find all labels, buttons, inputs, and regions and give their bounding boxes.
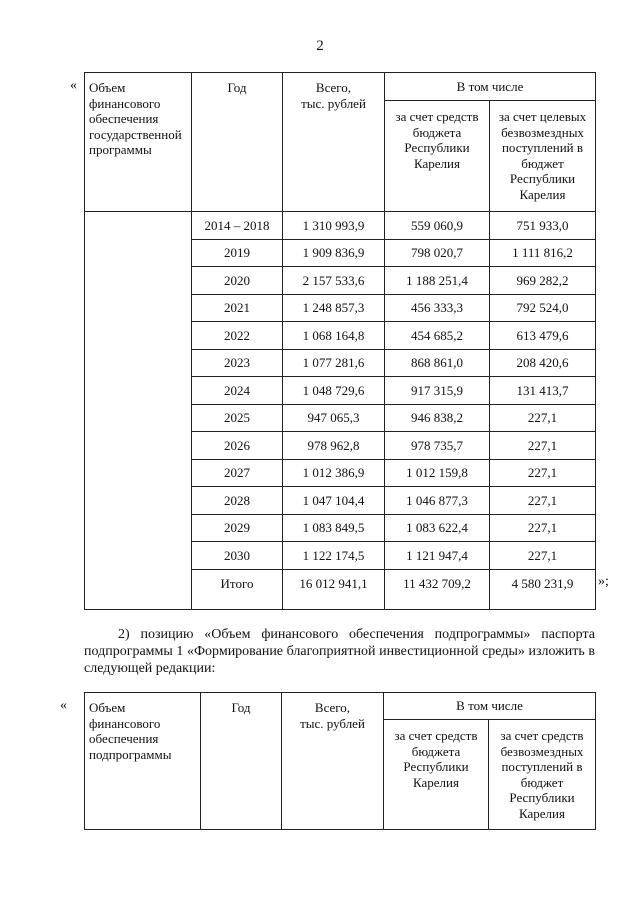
grants-cell: 792 524,0 — [490, 294, 596, 322]
funding-label-header: Объем финансового обеспечения подпрограммы — [85, 693, 201, 830]
year-header: Год — [201, 693, 282, 830]
year-cell: 2029 — [192, 514, 283, 542]
year-cell: 2021 — [192, 294, 283, 322]
total-cell: 2 157 533,6 — [283, 267, 385, 295]
amendment-text: 2) позицию «Объем финансового обеспечения подпрограммы» паспорта подпрограммы 1 «Формирование благоприятной инвестиционной среды» изложить в следующей редакции: — [84, 627, 595, 676]
grants-cell: 227,1 — [490, 459, 596, 487]
budget-cell: 454 685,2 — [385, 322, 490, 350]
including-header: В том числе — [385, 73, 596, 101]
amendment-paragraph — [84, 626, 595, 677]
grants-header: за счет средств безвозмездных поступлений в бюджет Республики Карелия — [489, 720, 596, 830]
open-quote-1: « — [70, 78, 77, 93]
budget-cell: 456 333,3 — [385, 294, 490, 322]
total-cell: 1 047 104,4 — [283, 487, 385, 515]
year-cell: 2024 — [192, 377, 283, 405]
total-cell: 1 077 281,6 — [283, 349, 385, 377]
year-cell: 2026 — [192, 432, 283, 460]
total-cell: 1 048 729,6 — [283, 377, 385, 405]
including-header: В том числе — [384, 693, 596, 720]
total-cell: 1 083 849,5 — [283, 514, 385, 542]
total-cell: 947 065,3 — [283, 404, 385, 432]
grants-cell: 227,1 — [490, 432, 596, 460]
year-cell: Итого — [192, 569, 283, 609]
grants-cell: 4 580 231,9 — [490, 569, 596, 609]
total-header: Всего, тыс. рублей — [283, 73, 385, 212]
subprogram-funding-table — [84, 692, 596, 830]
year-cell: 2014 – 2018 — [192, 212, 283, 240]
budget-cell: 1 083 622,4 — [385, 514, 490, 542]
page-number: 2 — [316, 38, 324, 54]
year-cell: 2025 — [192, 404, 283, 432]
grants-cell: 1 111 816,2 — [490, 239, 596, 267]
year-cell: 2023 — [192, 349, 283, 377]
budget-cell: 1 012 159,8 — [385, 459, 490, 487]
grants-header: за счет целевых безвозмездных поступлений в бюджет Республики Карелия — [490, 101, 596, 212]
total-cell: 16 012 941,1 — [283, 569, 385, 609]
total-cell: 1 248 857,3 — [283, 294, 385, 322]
open-quote-2: « — [60, 698, 67, 713]
budget-header: за счет средств бюджета Республики Карелия — [384, 720, 489, 830]
grants-cell: 227,1 — [490, 542, 596, 570]
budget-cell: 868 861,0 — [385, 349, 490, 377]
year-cell: 2030 — [192, 542, 283, 570]
total-header: Всего, тыс. рублей — [282, 693, 384, 830]
grants-cell: 227,1 — [490, 404, 596, 432]
close-quote-1: »; — [598, 574, 609, 589]
grants-cell: 969 282,2 — [490, 267, 596, 295]
grants-cell: 131 413,7 — [490, 377, 596, 405]
budget-cell: 978 735,7 — [385, 432, 490, 460]
budget-cell: 1 046 877,3 — [385, 487, 490, 515]
empty-label-cell — [85, 212, 192, 610]
total-cell: 1 310 993,9 — [283, 212, 385, 240]
total-cell: 1 012 386,9 — [283, 459, 385, 487]
year-cell: 2022 — [192, 322, 283, 350]
total-cell: 1 909 836,9 — [283, 239, 385, 267]
budget-cell: 798 020,7 — [385, 239, 490, 267]
table-row — [85, 212, 596, 240]
year-cell: 2028 — [192, 487, 283, 515]
program-funding-table — [84, 72, 596, 610]
year-cell: 2027 — [192, 459, 283, 487]
year-cell: 2020 — [192, 267, 283, 295]
funding-label-header: Объем финансового обеспечения государственной программы — [85, 73, 192, 212]
total-cell: 978 962,8 — [283, 432, 385, 460]
budget-cell: 1 121 947,4 — [385, 542, 490, 570]
budget-cell: 946 838,2 — [385, 404, 490, 432]
budget-cell: 1 188 251,4 — [385, 267, 490, 295]
budget-header: за счет средств бюджета Республики Карелия — [385, 101, 490, 212]
year-cell: 2019 — [192, 239, 283, 267]
budget-cell: 917 315,9 — [385, 377, 490, 405]
grants-cell: 208 420,6 — [490, 349, 596, 377]
budget-cell: 559 060,9 — [385, 212, 490, 240]
grants-cell: 227,1 — [490, 487, 596, 515]
grants-cell: 613 479,6 — [490, 322, 596, 350]
total-cell: 1 122 174,5 — [283, 542, 385, 570]
total-cell: 1 068 164,8 — [283, 322, 385, 350]
grants-cell: 227,1 — [490, 514, 596, 542]
budget-cell: 11 432 709,2 — [385, 569, 490, 609]
grants-cell: 751 933,0 — [490, 212, 596, 240]
year-header: Год — [192, 73, 283, 212]
